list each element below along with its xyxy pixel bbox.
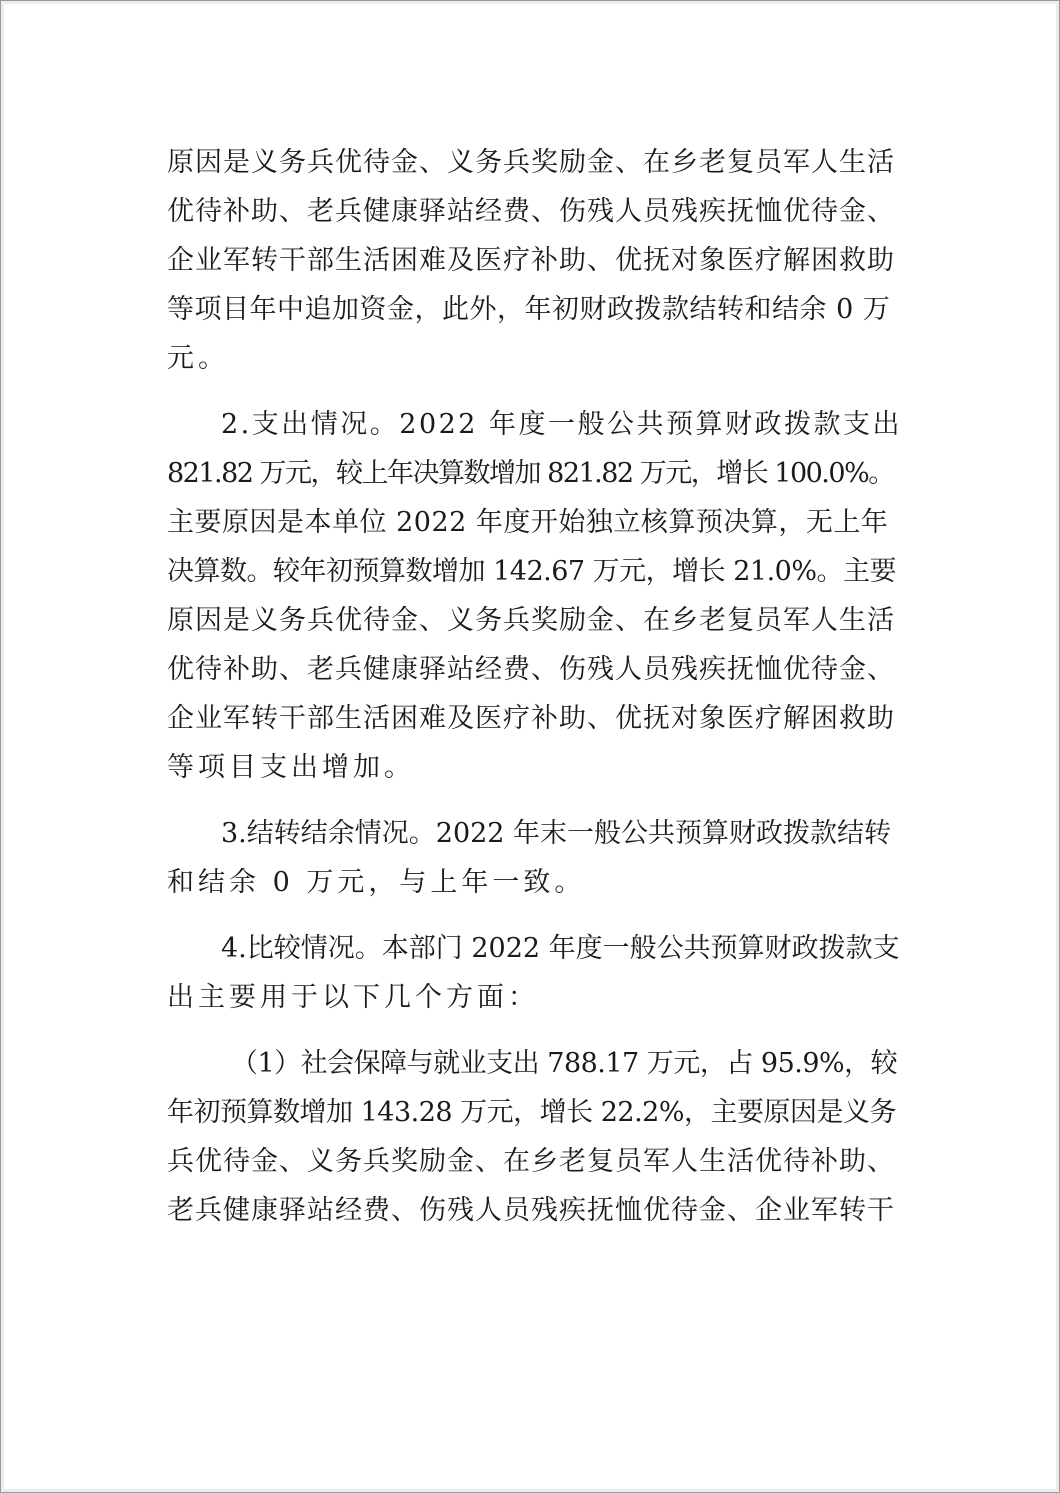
paragraph-carryover: [167, 809, 902, 907]
text-line: （1）社会保障与就业支出 788.17 万元，占 95.9%，较: [231, 1048, 898, 1079]
text-line: 4.比较情况。本部门 2022 年度一般公共预算财政拨款支: [221, 933, 900, 964]
text-line: 821.82 万元，较上年决算数增加 821.82 万元，增长 100.0%。: [167, 458, 894, 489]
text-line: 决算数。较年初预算数增加 142.67 万元，增长 21.0%。主要: [167, 556, 896, 587]
text-line: 企业军转干部生活困难及医疗补助、优抚对象医疗解困救助: [167, 245, 895, 276]
text-line: 原因是义务兵优待金、义务兵奖励金、在乡老复员军人生活: [167, 605, 895, 636]
paragraph-item-social-security: [167, 1039, 902, 1235]
text-line: 企业军转干部生活困难及医疗补助、优抚对象医疗解困救助: [167, 703, 895, 734]
text-line: 原因是义务兵优待金、义务兵奖励金、在乡老复员军人生活: [167, 147, 895, 178]
text-line: 2.支出情况。2022 年度一般公共预算财政拨款支出: [221, 409, 903, 440]
text-line: 元。: [167, 343, 229, 374]
text-line: 年初预算数增加 143.28 万元，增长 22.2%，主要原因是义务: [167, 1097, 896, 1128]
text-line: 优待补助、老兵健康驿站经费、伤残人员残疾抚恤优待金、: [167, 654, 895, 685]
text-line: 和结余 0 万元，与上年一致。: [167, 867, 586, 898]
paragraph-expenditure: [167, 400, 902, 792]
text-line: 优待补助、老兵健康驿站经费、伤残人员残疾抚恤优待金、: [167, 196, 895, 227]
text-line: 等项目支出增加。: [167, 752, 415, 783]
text-line: 3.结转结余情况。2022 年末一般公共预算财政拨款结转: [221, 818, 892, 849]
text-line: 出主要用于以下几个方面：: [167, 982, 539, 1013]
paragraph-continued-reason: [167, 138, 902, 383]
document-body: [167, 138, 902, 1235]
paragraph-comparison: [167, 924, 902, 1022]
text-line: 老兵健康驿站经费、伤残人员残疾抚恤优待金、企业军转干: [167, 1195, 895, 1226]
text-line: 兵优待金、义务兵奖励金、在乡老复员军人生活优待补助、: [167, 1146, 895, 1177]
text-line: 主要原因是本单位 2022 年度开始独立核算预决算，无上年: [167, 507, 889, 538]
text-line: 等项目年中追加资金，此外，年初财政拨款结转和结余 0 万: [167, 294, 891, 325]
